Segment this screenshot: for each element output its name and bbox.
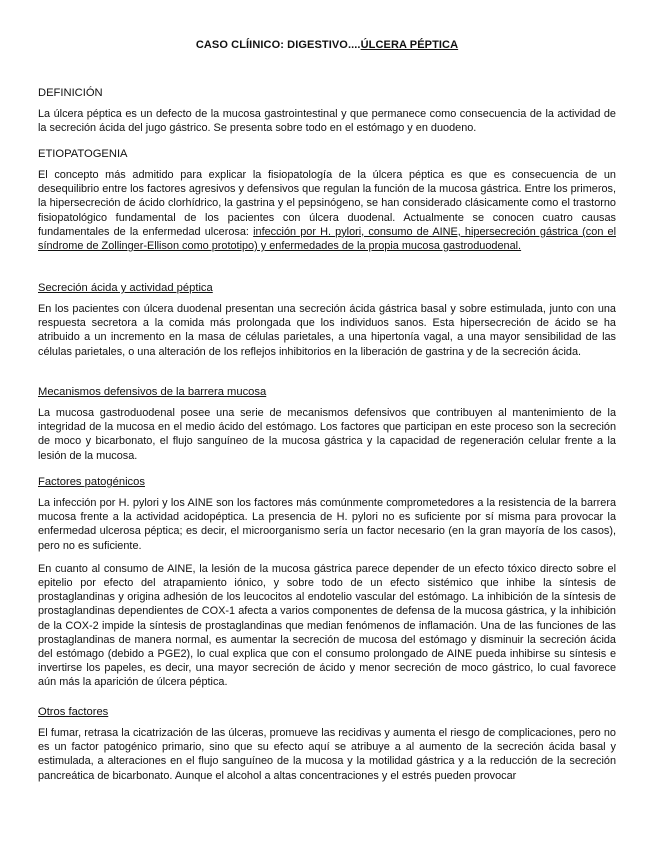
paragraph-etiopatogenia [38, 168, 616, 253]
etiopatogenia-text: El concepto más admitido para explicar la fisiopatología de la úlcera péptica es que es consecuencia de un desequilibrio entre los factores agresivos y defensivos que regulan la función de la mucosa gástrica. Entre los primeros, la hipersecreción de ácido clorhídrico, la gastrina y el pepsinógeno, se han considerado clásicamente como el trastorno fisiopatológico fundamental de los pacientes con úlcera duodenal. Actualmente se conocen cuatro causas fundamentales de la enfermedad ulcerosa: [38, 169, 616, 238]
title-prefix: CASO CLÍINICO: DIGESTIVO.... [195, 39, 361, 51]
section-mecanismos [38, 385, 616, 463]
paragraph-definicion: La úlcera péptica es un defecto de la mucosa gastrointestinal y que permanece como consecuencia de la actividad de la secreción ácida del jugo gástrico. Se presenta sobre todo en el estómago y en duodeno. [38, 108, 616, 135]
paragraph-mecanismos: La mucosa gastroduodenal posee una serie de mecanismos defensivos que contribuyen al mantenimiento de la integridad de la mucosa en el medio ácido del estómago. Los factores que participan en este proceso son la secreción de moco y bicarbonato, el flujo sanguíneo de la mucosa gástrica y la capacidad de regeneración celular frente a la lesión de la mucosa. [38, 407, 616, 462]
heading-definicion: DEFINICIÓN [38, 87, 103, 99]
heading-factores: Factores patogénicos [38, 476, 145, 488]
section-secrecion [38, 281, 616, 359]
paragraph-factores-1: La infección por H. pylori y los AINE son los factores más comúnmente comprometedores a la resistencia de la barrera mucosa frente a la actividad acidopéptica. La presencia de H. pylori no es suficiente por sí misma para provocar la enfermedad ulcerosa péptica; es decir, el microorganismo sería un factor necesario (en la gran mayoría de los casos), pero no es suficiente. [38, 497, 616, 552]
paragraph-factores-2: En cuanto al consumo de AINE, la lesión de la mucosa gástrica parece depender de un efecto tóxico directo sobre el epitelio por efecto del atrapamiento iónico, y sobre todo de un efecto sistémico que inhibe la síntesis de prostaglandinas y origina adhesión de los leucocitos al endotelio vascular del estómago. La inhibición de la síntesis de prostaglandinas dependientes de COX-1 afecta a varios componentes de defensa de la mucosa gástrica, y la inhibición de la COX-2 impide la síntesis de prostaglandinas que median fenómenos de inflamación. Una de las funciones de las prostaglandinas de manera normal, es aumentar la secreción de mucosa del estómago y disminuir la secreción ácida del estómago (debido a PGE2), lo cual explica que con el consumo prolongado de AINE pueda inhibirse su síntesis e invertirse los papeles, es decir, una mayor secreción de ácido y menor secreción de moco gástrico, lo cual favorece aún más la aparición de úlcera péptica. [38, 562, 616, 689]
section-etiopatogenia [38, 147, 616, 253]
heading-secrecion: Secreción ácida y actividad péptica [38, 282, 213, 294]
title-underlined: ÚLCERA PÉPTICA [360, 39, 459, 51]
section-factores [38, 475, 616, 690]
paragraph-secrecion: En los pacientes con úlcera duodenal presentan una secreción ácida gástrica basal y sobre estimulada, junto con una respuesta secretora a la comida más prolongada que los individuos sanos. Esta hipersecreción de ácido se ha atribuido a un incremento en la masa de células parietales, a una hipertonía vagal, a una mayor sensibilidad de las células parietales, o una alteración de los reflejos inhibitorios en la liberación de gastrina y de la secreción ácida. [38, 303, 616, 358]
heading-etiopatogenia: ETIOPATOGENIA [38, 148, 128, 160]
heading-otros: Otros factores [38, 706, 109, 718]
paragraph-otros: El fumar, retrasa la cicatrización de las úlceras, promueve las recidivas y aumenta el riesgo de complicaciones, pero no es un factor patogénico primario, sino que su efecto aquí se atribuye a al aumento de la secreción ácida basal y estimulada, a alteraciones en el flujo sanguíneo de la mucosa y la motilidad gástrica y a la reducción de la secreción pancreática de bicarbonato. Aunque el alcohol a altas concentraciones y el estrés pueden provocar [38, 727, 616, 782]
section-definicion [38, 86, 616, 135]
heading-mecanismos: Mecanismos defensivos de la barrera mucosa [38, 386, 267, 398]
document-title [38, 39, 616, 51]
etiopatogenia-underlined: infección por H. pylori, consumo de AINE, hipersecreción gástrica (con el síndrome de Zollinger-Ellison como prototipo) y enfermedades de la propia mucosa gastroduodenal. [38, 225, 616, 253]
section-otros [38, 705, 616, 783]
